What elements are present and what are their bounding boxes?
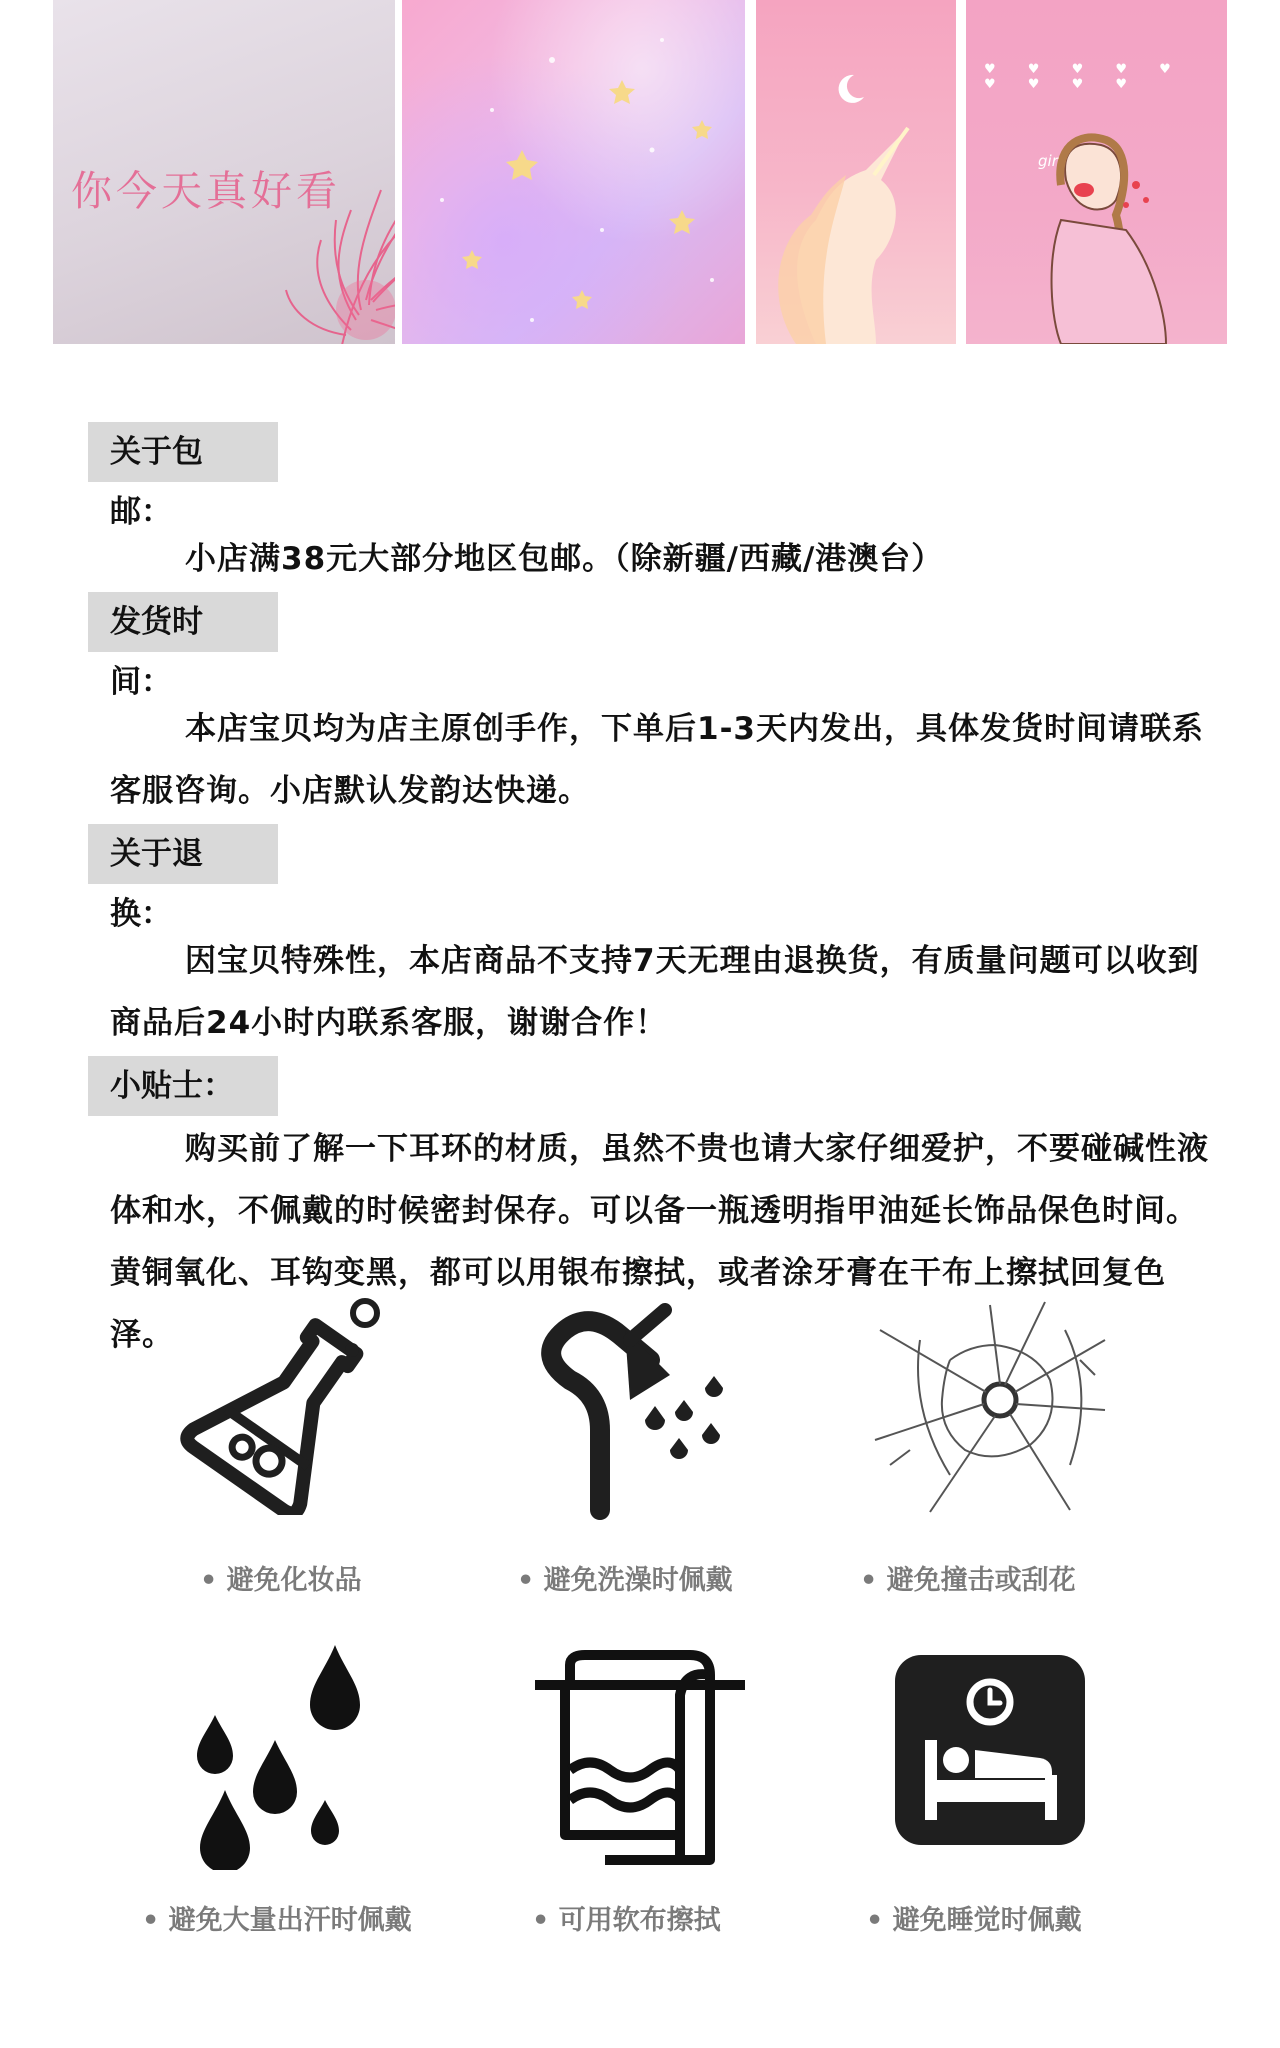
section-paragraph: 小店满38元大部分地区包邮。（除新疆/西藏/港澳台）: [185, 541, 944, 577]
heart-row: ♥ ♥ ♥ ♥ ♥ ♥ ♥ ♥ ♥: [984, 62, 1185, 92]
care-item-sweat: [105, 1640, 465, 1870]
care-label: • 避免睡觉时佩戴: [866, 1905, 1082, 1936]
section-paragraph: 因宝贝特殊性，本店商品不支持7天无理由退换货，有质量问题可以收到商品后24小时内联系客服，谢谢合作！: [110, 943, 1200, 1041]
cracked-glass-icon: [870, 1300, 1110, 1520]
section-free-shipping: [88, 422, 1228, 592]
towel-icon: [530, 1640, 750, 1870]
care-label: • 避免洗澡时佩戴: [517, 1565, 733, 1596]
section-label: 关于包邮：: [88, 422, 278, 482]
sparkle-stars-decoration: [402, 0, 745, 344]
section-shipping-time: [88, 592, 1228, 824]
sleep-icon: [890, 1650, 1090, 1850]
care-item-sleep: [810, 1650, 1170, 1850]
banner-panel-girl: [966, 0, 1227, 344]
section-label: 关于退换：: [88, 824, 278, 884]
care-item-shower: [460, 1300, 820, 1520]
banner-panel-feather: [53, 0, 395, 344]
section-paragraph: 购买前了解一下耳环的材质，虽然不贵也请大家仔细爱护，不要碰碱性液体和水，不佩戴的时候密封保存。可以备一瓶透明指甲油延长饰品保色时间。黄铜氧化、耳钩变黑，都可以用银布擦拭，或者涂牙膏在干布上擦拭回复色泽。: [110, 1131, 1209, 1353]
banner-panel-tulle-stars: [402, 0, 745, 344]
care-label: • 避免化妆品: [200, 1565, 362, 1596]
girl-illustration: [966, 0, 1227, 344]
care-label: • 避免撞击或刮花: [860, 1565, 1076, 1596]
chemical-flask-icon: [180, 1295, 400, 1515]
care-item-cosmetics: [110, 1295, 470, 1515]
banner-image-strip: [0, 0, 1280, 346]
care-item-soft-cloth: [460, 1640, 820, 1870]
section-label: 发货时间：: [88, 592, 278, 652]
girl-lettering: girl: [1038, 152, 1063, 170]
care-item-impact: [810, 1300, 1170, 1520]
care-label: • 避免大量出汗时佩戴: [142, 1905, 412, 1936]
banner-panel-unicorn: [756, 0, 956, 344]
section-label: 小贴士：: [88, 1056, 278, 1116]
shower-icon: [530, 1300, 750, 1520]
banner-caption: 你今天真好看: [71, 167, 341, 215]
shop-policy-info: [88, 422, 1228, 1368]
sweat-drops-icon: [175, 1640, 395, 1870]
care-label: • 可用软布擦拭: [532, 1905, 721, 1936]
unicorn-illustration: [756, 0, 956, 344]
section-returns: [88, 824, 1228, 1056]
section-paragraph: 本店宝贝均为店主原创手作，下单后1-3天内发出，具体发货时间请联系客服咨询。小店默认发韵达快递。: [110, 711, 1205, 809]
